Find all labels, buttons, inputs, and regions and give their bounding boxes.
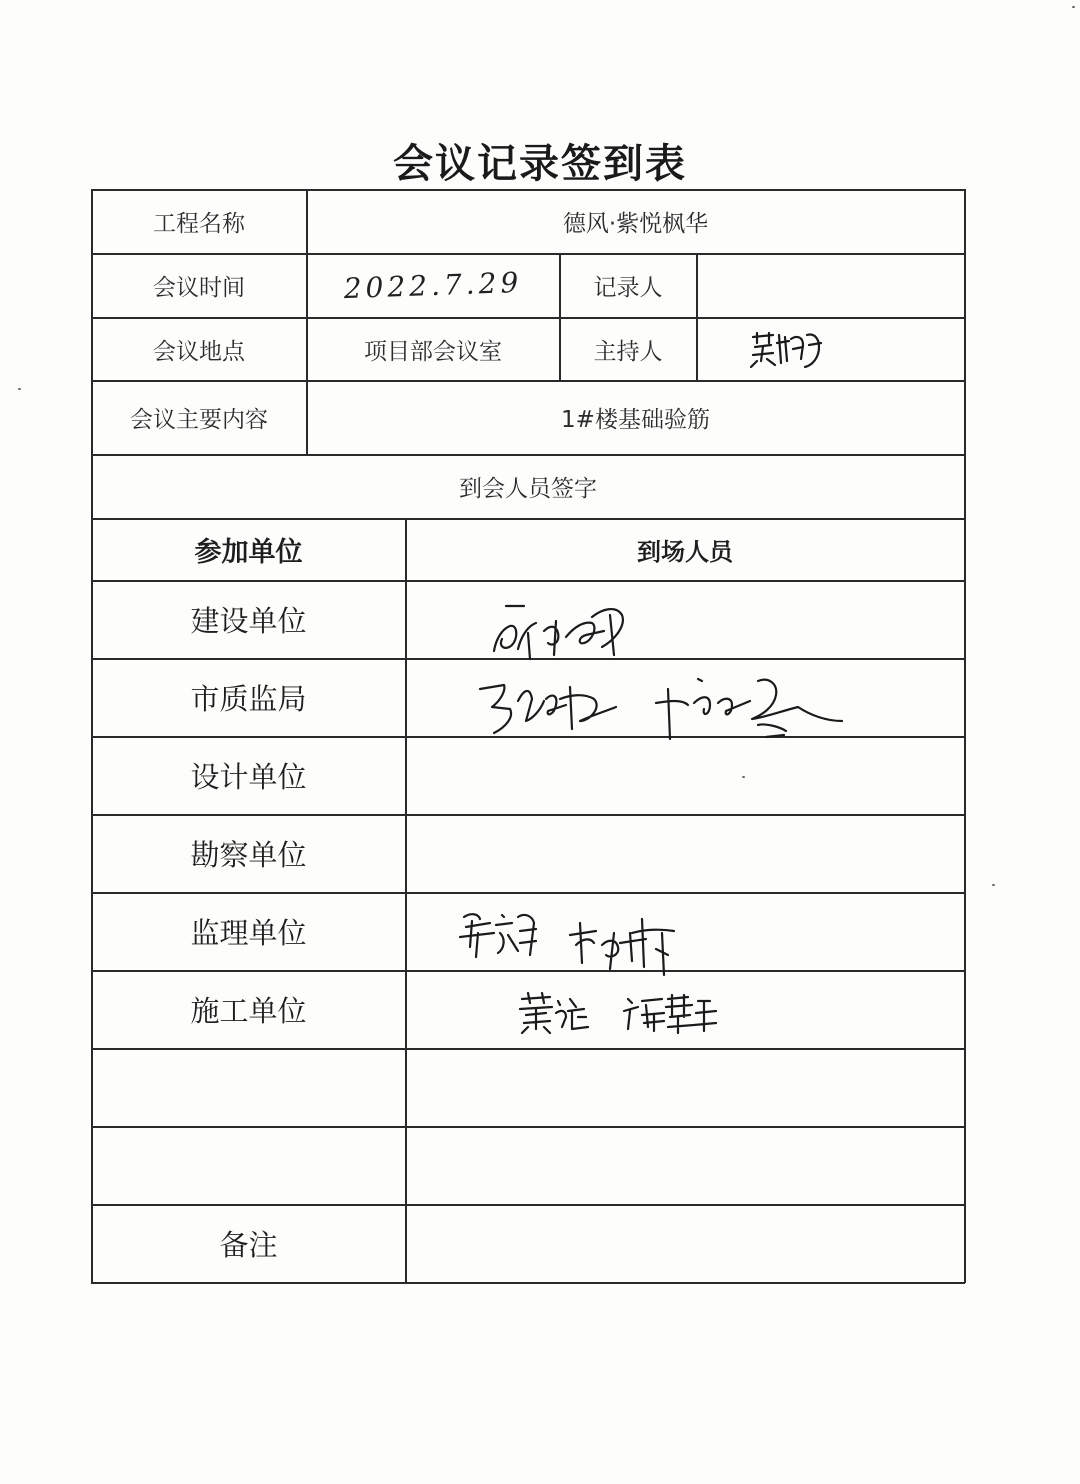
scan-speck [18,388,21,390]
handwritten-signature [406,893,964,983]
location-value: 项目部会议室 [364,338,502,365]
signature-supervision [406,893,964,970]
recorder-value [697,254,964,317]
signature-contractor [406,971,964,1048]
handwritten-signature [406,971,964,1061]
remarks-value [406,1205,964,1282]
signature-construction [406,581,964,658]
handwritten-signature [406,581,964,671]
unit-label-blank-2 [92,1127,405,1204]
people-survey [406,815,964,892]
attendance-heading: 到会人员签字 [459,476,597,502]
people-blank-1 [406,1049,964,1126]
project-name-label: 工程名称 [153,211,245,237]
meeting-time-label: 会议时间 [153,275,245,301]
location-label: 会议地点 [153,338,245,365]
unit-label-supervision: 监理单位 [190,916,307,950]
meeting-time-value: 2022.7.29 [343,265,523,306]
people-design [406,737,964,814]
content-label: 会议主要内容 [130,407,268,433]
handwritten-signature [747,327,827,371]
unit-label-design: 设计单位 [190,760,307,794]
unit-label-contractor: 施工单位 [190,994,307,1028]
people-blank-2 [406,1127,964,1204]
signature-quality-supervision [406,659,964,736]
scan-speck [992,884,995,886]
unit-label-survey: 勘察单位 [190,838,307,872]
project-name-value: 德风·紫悦枫华 [562,211,709,237]
unit-label-construction: 建设单位 [190,604,307,638]
host-signature [697,318,877,380]
recorder-label: 记录人 [593,275,663,301]
unit-label-quality-supervision: 市质监局 [190,682,307,716]
handwritten-signature [406,659,964,749]
scan-speck [1072,6,1075,8]
column-header-people: 到场人员 [637,538,733,566]
host-label: 主持人 [593,338,663,365]
remarks-label: 备注 [219,1228,278,1262]
scan-speck [742,776,745,778]
page-title: 会议记录签到表 [393,141,687,187]
content-value: 1#楼基础验筋 [561,407,710,433]
column-header-unit: 参加单位 [194,537,303,568]
unit-label-blank-1 [92,1049,405,1126]
